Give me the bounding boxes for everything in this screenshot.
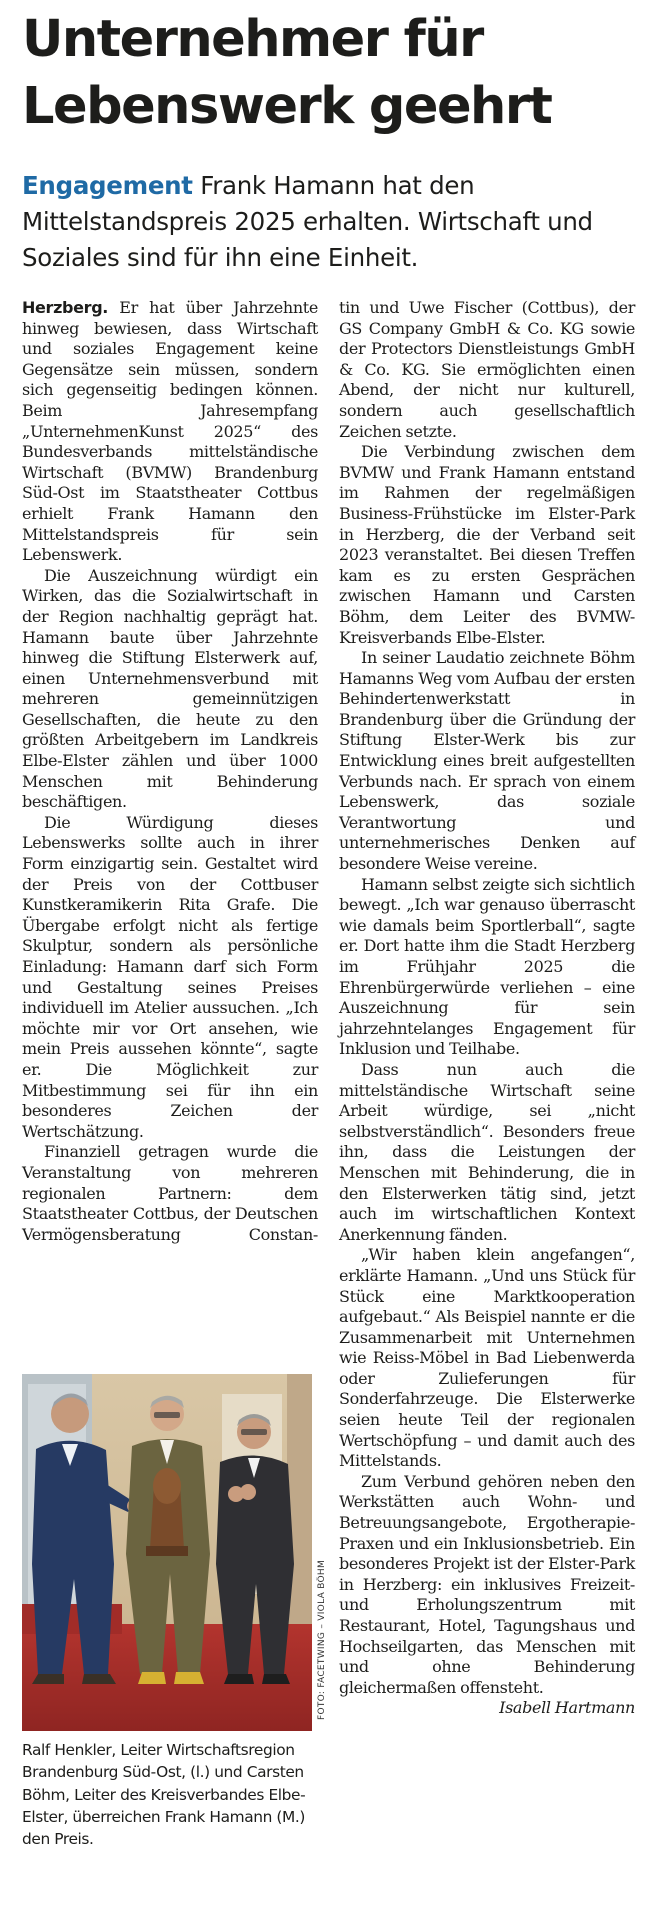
photo-credit: FOTO: FACETWING – VIOLA BÖHM xyxy=(317,1559,327,1720)
author-byline: Isabell Hartmann xyxy=(499,1698,635,1718)
body-paragraph xyxy=(22,298,318,566)
body-paragraph: Die Würdigung dieses Lebenswerks sollte auch in ihrer Form einzigartig sein. Gestaltet wird der Preis von der Cottbuser Kunstkeramikerin Rita Grafe. Die Übergabe erfolgt nicht als fertige Skulptur, sondern als persönliche Einladung: Hamann darf sich Form und Gestaltung seines Preises individuell im Atelier aussuchen. „Ich möchte mir vor Ort ansehen, wie mein Preis aussehen könnte“, sagte er. Die Möglichkeit zur Mitbestimmung sei für ihn ein besonderes Zeichen der Wertschätzung. xyxy=(22,812,318,1141)
body-paragraph: Zum Verbund gehören neben den Werkstätten auch Wohn- und Betreuungsangebote, Ergotherapie-Praxen und ein Inklusionsbetrieb. Ein besonderes Projekt ist der Elster-Park in Herzberg: ein inklusives Freizeit- und Erholungszentrum mit Restaurant, Hotel, Tagungshaus und Hochseilgarten, das Menschen mit und ohne Behinderung gleichermaßen offensteht. xyxy=(339,1471,635,1697)
column-right xyxy=(339,298,635,1719)
kicker: Engagement xyxy=(22,171,193,200)
body-paragraph: Finanziell getragen wurde die Veranstaltung von mehreren regionalen Partnern: dem Staatstheater Cottbus, der Deutschen Vermögensberatung Constan- xyxy=(22,1142,318,1244)
body-paragraph: tin und Uwe Fischer (Cottbus), der GS Company GmbH & Co. KG sowie der Protectors Dienstleistungs GmbH & Co. KG. Sie ermöglichten einen Abend, der nicht nur kulturell, sondern auch gesellschaftlich Zeichen setzte. xyxy=(339,298,635,441)
body-paragraph: Dass nun auch die mittelständische Wirtschaft seine Arbeit würdige, sei „nicht selbstverständlich“. Besonders freue ihn, dass die Leistungen der Menschen mit Behinderung, die in den Elsterwerken tätig sind, jetzt auch im wirtschaftlichen Kontext Anerkennung fänden. xyxy=(339,1059,635,1244)
photo-caption: Ralf Henkler, Leiter Wirtschaftsregion Brandenburg Süd-Ost, (l.) und Carsten Böhm, Leiter des Kreisverbandes Elbe-Elster, überreichen Frank Hamann (M.) den Preis. xyxy=(22,1741,306,1849)
award-photo xyxy=(22,1374,312,1731)
headline: Unternehmer für Lebenswerk geehrt xyxy=(22,10,552,136)
body-text: Er hat über Jahrzehnte hinweg bewiesen, dass Wirtschaft und soziales Engagement keine Gegensätze sein müssen, sondern sich gegenseitig bedingen können. Beim Jahresempfang „UnternehmenKunst 2025“ des Bundesverbands mittelständische Wirtschaft (BVMW) Brandenburg Süd-Ost im Staatstheater Cottbus erhielt Frank Hamann den Mittelstandspreis für sein Lebenswerk. xyxy=(22,298,318,565)
column-left xyxy=(22,298,318,1245)
lead-text: Frank Hamann hat den Mittelstandspreis 2025 erhalten. Wirtschaft und Soziales sind für ihn eine Einheit. xyxy=(22,171,593,272)
body-paragraph: Die Auszeichnung würdigt ein Wirken, das die Sozialwirtschaft in der Region nachhaltig geprägt hat. Hamann baute über Jahrzehnte hinweg die Stiftung Elsterwerk auf, einen Unternehmensverbund mit mehreren gemeinnützigen Gesellschaften, die heute zu den größten Arbeitgebern im Landkreis Elbe-Elster zählen und über 1000 Menschen mit Behinderung beschäftigen. xyxy=(22,565,318,812)
dateline: Herzberg. xyxy=(22,298,109,317)
body-paragraph: In seiner Laudatio zeichnete Böhm Hamanns Weg vom Aufbau der ersten Behindertenwerkstatt in Brandenburg über die Gründung der Stiftung Elster-Werk bis zur Entwicklung eines breit aufgestellten Verbunds nach. Er sprach von einem Lebenswerk, das soziale Verantwortung und unternehmerisches Denken auf besondere Weise vereine. xyxy=(339,648,635,874)
body-paragraph: Hamann selbst zeigte sich sichtlich bewegt. „Ich war genauso überrascht wie damals beim Sportlerball“, sagte er. Dort hatte ihm die Stadt Herzberg im Frühjahr 2025 die Ehrenbürgerwürde verliehen – eine Auszeichnung für sein jahrzehntelanges Engagement für Inklusion und Teilhabe. xyxy=(339,874,635,1059)
lead-paragraph xyxy=(22,168,647,276)
body-paragraph: „Wir haben klein angefangen“, erklärte Hamann. „Und uns Stück für Stück eine Marktkooperation aufgebaut.“ Als Beispiel nannte er die Zusammenarbeit mit Unternehmen wie Reiss-Möbel in Bad Liebenwerda oder Zulieferungen für Sonderfahrzeuge. Die Elsterwerke seien heute Teil der regionalen Wertschöpfung – und damit auch des Mittelstands. xyxy=(339,1245,635,1471)
body-paragraph: Die Verbindung zwischen dem BVMW und Frank Hamann entstand im Rahmen der regelmäßigen Business-Frühstücke im Elster-Park in Herzberg, die der Verband seit 2023 veranstaltet. Bei diesen Treffen kam es zu ersten Gesprächen zwischen Hamann und Carsten Böhm, dem Leiter des BVMW-Kreisverbands Elbe-Elster. xyxy=(339,442,635,647)
